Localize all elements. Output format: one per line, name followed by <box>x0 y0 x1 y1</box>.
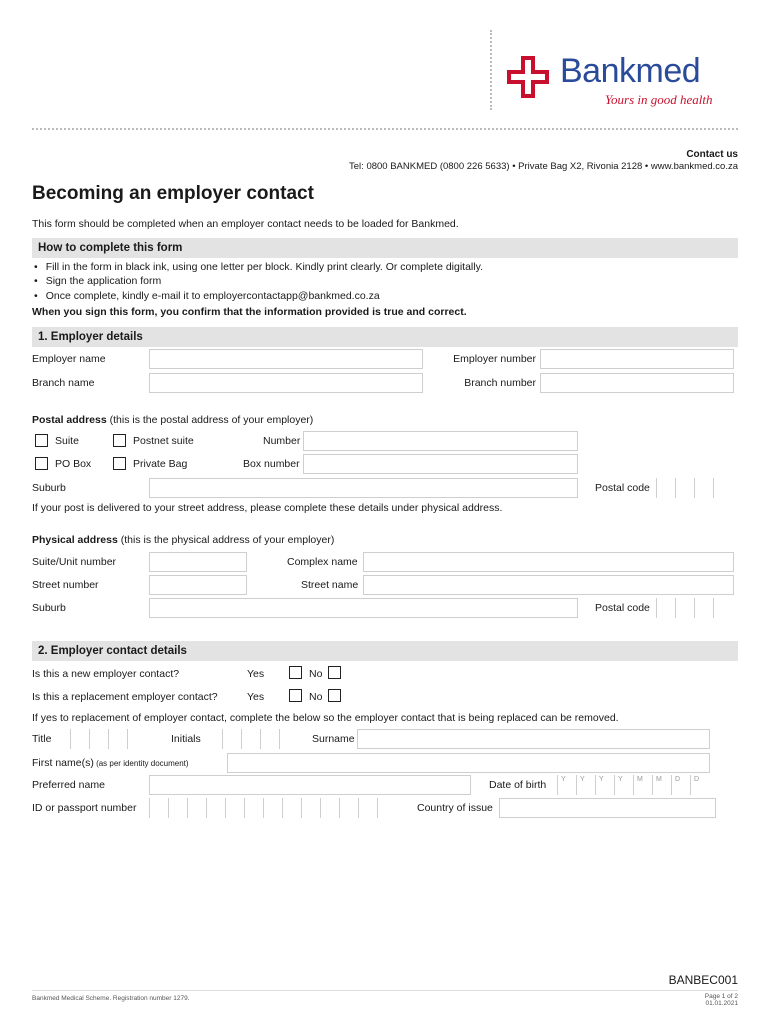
street-number-field[interactable] <box>149 575 247 595</box>
replacement-contact-question: Is this a replacement employer contact? <box>32 691 218 703</box>
postal-address-heading <box>32 414 313 426</box>
first-names-note: (as per identity document) <box>93 759 189 768</box>
suite-checkbox[interactable] <box>35 434 48 447</box>
suburb-label: Suburb <box>32 482 66 494</box>
number-field[interactable] <box>303 431 578 451</box>
intro-text: This form should be completed when an employer contact needs to be loaded for Bankmed. <box>32 218 459 230</box>
postal-address-title: Postal address <box>32 414 107 426</box>
dob-cell: M <box>652 775 671 795</box>
dob-cell: Y <box>595 775 614 795</box>
dob-cell: D <box>671 775 690 795</box>
po-box-label: PO Box <box>55 458 92 470</box>
preferred-name-field[interactable] <box>149 775 471 795</box>
physical-suburb-field[interactable] <box>149 598 578 618</box>
branch-number-field[interactable] <box>540 373 734 393</box>
street-number-label: Street number <box>32 579 99 591</box>
street-address-note: If your post is delivered to your street address, please complete these details under physical address. <box>32 502 503 514</box>
page-number: Page 1 of 2 <box>704 993 738 1000</box>
complex-name-label: Complex name <box>287 556 358 568</box>
new-contact-no-checkbox[interactable] <box>328 666 341 679</box>
dob-cell: Y <box>614 775 633 795</box>
how-to-heading: How to complete this form <box>32 238 738 258</box>
new-contact-yes-checkbox[interactable] <box>289 666 302 679</box>
cross-icon <box>505 54 551 100</box>
branch-number-label: Branch number <box>464 377 536 389</box>
replacement-no-checkbox[interactable] <box>328 689 341 702</box>
date-of-birth-cells[interactable] <box>557 775 709 795</box>
contact-title: Contact us <box>686 149 738 160</box>
confirm-statement: When you sign this form, you confirm that the information provided is true and correct. <box>32 306 467 318</box>
date-of-birth-label: Date of birth <box>489 779 547 791</box>
postal-address-note: (this is the postal address of your employer) <box>106 414 314 426</box>
physical-postal-code-label: Postal code <box>595 602 650 614</box>
postnet-suite-label: Postnet suite <box>133 435 194 447</box>
employer-number-field[interactable] <box>540 349 734 369</box>
header-divider-horizontal <box>32 128 738 130</box>
form-date: 01.01.2021 <box>705 1000 738 1007</box>
new-contact-question: Is this a new employer contact? <box>32 668 180 680</box>
id-passport-cells[interactable] <box>149 798 396 818</box>
physical-address-title: Physical address <box>32 534 118 546</box>
surname-label: Surname <box>312 733 355 745</box>
suite-label: Suite <box>55 435 79 447</box>
preferred-name-label: Preferred name <box>32 779 105 791</box>
box-number-label: Box number <box>243 458 300 470</box>
title-label: Title <box>32 733 52 745</box>
first-names-field[interactable] <box>227 753 710 773</box>
number-label: Number <box>263 435 301 447</box>
physical-address-note: (this is the physical address of your employer) <box>117 534 335 546</box>
employer-number-label: Employer number <box>453 353 536 365</box>
postal-code-label: Postal code <box>595 482 650 494</box>
dob-cell: M <box>633 775 652 795</box>
dob-cell: D <box>690 775 709 795</box>
section1-heading: 1. Employer details <box>32 327 738 347</box>
private-bag-checkbox[interactable] <box>113 457 126 470</box>
dob-cell: Y <box>576 775 595 795</box>
how-to-bullet: • Sign the application form <box>32 275 161 287</box>
page-title: Becoming an employer contact <box>32 183 314 204</box>
private-bag-label: Private Bag <box>133 458 188 470</box>
footer-registration: Bankmed Medical Scheme. Registration number 1279. <box>32 995 190 1002</box>
replacement-note: If yes to replacement of employer contact, complete the below so the employer contact that is being replaced can be removed. <box>32 712 619 724</box>
first-names-title: First name(s) <box>32 757 94 769</box>
form-code: BANBEC001 <box>668 973 738 987</box>
street-name-field[interactable] <box>363 575 734 595</box>
box-number-field[interactable] <box>303 454 578 474</box>
contact-details: Tel: 0800 BANKMED (0800 226 5633) • Private Bag X2, Rivonia 2128 • www.bankmed.co.za <box>349 161 738 172</box>
postal-code-cells[interactable] <box>656 478 732 498</box>
section2-heading: 2. Employer contact details <box>32 641 738 661</box>
suite-unit-field[interactable] <box>149 552 247 572</box>
suburb-field[interactable] <box>149 478 578 498</box>
street-name-label: Street name <box>301 579 359 591</box>
country-of-issue-label: Country of issue <box>417 802 493 814</box>
logo-tagline: Yours in good health <box>605 92 713 107</box>
new-contact-yes-label: Yes <box>247 668 265 680</box>
postnet-suite-checkbox[interactable] <box>113 434 126 447</box>
po-box-checkbox[interactable] <box>35 457 48 470</box>
bankmed-logo <box>505 54 725 114</box>
new-contact-no-label: No <box>309 668 323 680</box>
country-of-issue-field[interactable] <box>499 798 716 818</box>
how-to-bullet: • Once complete, kindly e-mail it to employercontactapp@bankmed.co.za <box>32 290 380 302</box>
dob-cell: Y <box>557 775 576 795</box>
title-cells[interactable] <box>70 729 146 749</box>
replacement-yes-label: Yes <box>247 691 265 703</box>
physical-address-heading <box>32 534 334 546</box>
physical-suburb-label: Suburb <box>32 602 66 614</box>
logo-wordmark: Bankmed <box>560 52 701 90</box>
replacement-no-label: No <box>309 691 323 703</box>
first-names-label <box>32 757 189 769</box>
replacement-yes-checkbox[interactable] <box>289 689 302 702</box>
complex-name-field[interactable] <box>363 552 734 572</box>
initials-label: Initials <box>171 733 201 745</box>
employer-name-field[interactable] <box>149 349 423 369</box>
branch-name-field[interactable] <box>149 373 423 393</box>
initials-cells[interactable] <box>222 729 298 749</box>
header-divider-vertical <box>490 30 492 110</box>
employer-name-label: Employer name <box>32 353 106 365</box>
physical-postal-code-cells[interactable] <box>656 598 732 618</box>
footer-divider <box>32 990 738 991</box>
footer-page-info <box>705 993 738 1007</box>
branch-name-label: Branch name <box>32 377 95 389</box>
surname-field[interactable] <box>357 729 710 749</box>
id-passport-label: ID or passport number <box>32 802 137 814</box>
how-to-bullet: • Fill in the form in black ink, using one letter per block. Kindly print clearly. Or complete digitally. <box>32 261 483 273</box>
suite-unit-label: Suite/Unit number <box>32 556 117 568</box>
